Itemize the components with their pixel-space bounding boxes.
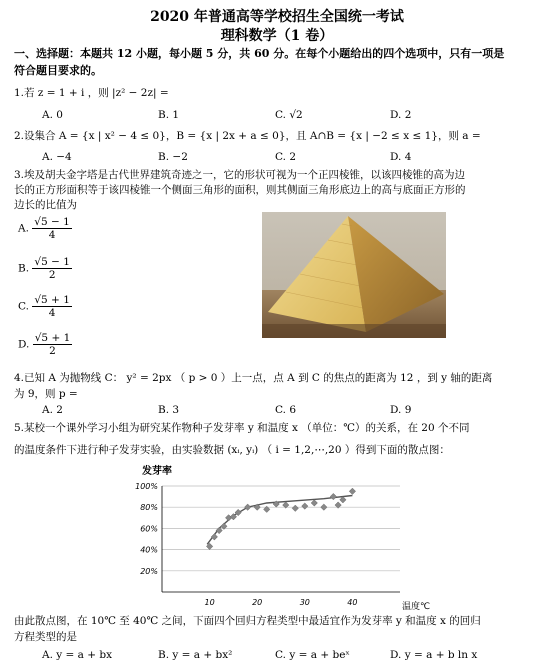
- q5-option-d: D. y = a + b ln x: [390, 649, 478, 661]
- option-label: B.: [18, 262, 30, 275]
- q4-option-d: D. 9: [390, 404, 412, 416]
- option-label: D.: [18, 338, 30, 351]
- exam-title: 2020 年普通高等学校招生全国统一考试: [150, 9, 404, 25]
- q5-option-c: C. y = a + beˣ: [275, 649, 350, 661]
- numerator: √5 + 1: [34, 294, 70, 306]
- q1-option-a: A. 0: [42, 109, 63, 121]
- data-point: [244, 504, 250, 510]
- x-tick-label: 10: [204, 598, 215, 607]
- y-axis-label: 发芽率: [142, 466, 172, 477]
- question-5-line3: 由此散点图，在 10℃ 至 40℃ 之间，下面四个回归方程类型中最适宜作为发芽率 y 和温度 x 的回归: [14, 615, 481, 627]
- numerator: √5 − 1: [34, 256, 70, 268]
- x-tick-label: 40: [347, 598, 358, 607]
- denominator: 4: [48, 307, 56, 319]
- data-point: [311, 500, 317, 506]
- q1-option-b: B. 1: [158, 109, 180, 121]
- data-point: [330, 493, 336, 499]
- data-point: [349, 488, 355, 494]
- q2-option-c: C. 2: [275, 151, 297, 163]
- q2-option-d: D. 4: [390, 151, 412, 163]
- question-5-line4: 方程类型的是: [14, 631, 77, 643]
- data-point: [292, 505, 298, 511]
- fraction: [32, 256, 72, 281]
- question-3-line2: 长的正方形面积等于该四棱锥一个侧面三角形的面积，则其侧面三角形底边上的高与底面正方形的: [14, 184, 466, 196]
- x-tick-label: 20: [252, 598, 263, 607]
- data-point: [340, 497, 346, 503]
- data-point: [302, 503, 308, 509]
- fraction: [32, 216, 72, 241]
- q1-option-d: D. 2: [390, 109, 412, 121]
- q2-option-a: A. −4: [42, 151, 72, 163]
- q3-option-b: [18, 256, 72, 281]
- fraction: [32, 294, 72, 319]
- fraction: [33, 332, 73, 357]
- section-heading: 一、选择题：本题共 12 小题，每小题 5 分，共 60 分。在每个小题给出的四个选项中，只有一项是: [14, 47, 505, 60]
- q4-option-a: A. 2: [42, 404, 63, 416]
- section-heading-cont: 符合题目要求的。: [14, 64, 102, 77]
- question-4-line2: 为 9，则 p =: [14, 388, 78, 400]
- question-5-line2: 的温度条件下进行种子发芽实验，由实验数据 (xᵢ, yᵢ) （ i = 1,2,⋯,20 ）得到下面的散点图：: [14, 444, 450, 456]
- numerator: √5 − 1: [34, 216, 70, 228]
- scatter-chart: [120, 462, 430, 610]
- pyramid-photo: [262, 212, 446, 338]
- q1-option-c: C. √2: [275, 109, 303, 121]
- data-point: [225, 515, 231, 521]
- q4-option-b: B. 3: [158, 404, 180, 416]
- data-point: [211, 534, 217, 540]
- x-axis-label: 温度℃: [402, 602, 430, 610]
- q2-option-b: B. −2: [158, 151, 188, 163]
- data-point: [321, 504, 327, 510]
- question-1: 1.若 z = 1 + i ，则 |z² − 2z| =: [14, 87, 169, 99]
- numerator: √5 + 1: [34, 332, 71, 344]
- denominator: 2: [48, 269, 56, 281]
- q5-option-a: A. y = a + bx: [42, 649, 113, 661]
- question-4-line1: 4.已知 A 为抛物线 C： y² = 2px （ p > 0 ）上一点，点 A 到 C 的焦点的距离为 12 ，到 y 轴的距离: [14, 372, 493, 384]
- option-label: A.: [18, 222, 29, 235]
- denominator: 2: [49, 345, 56, 357]
- x-tick-label: 30: [299, 598, 310, 607]
- question-2: 2.设集合 A = {x | x² − 4 ≤ 0}，B = {x | 2x + a ≤ 0}，且 A∩B = {x | −2 ≤ x ≤ 1}，则 a =: [14, 130, 481, 142]
- q3-option-d: [18, 332, 72, 357]
- denominator: 4: [48, 229, 56, 241]
- q3-option-a: [18, 216, 72, 241]
- y-tick-label: 60%: [140, 524, 158, 534]
- q5-option-b: B. y = a + bx²: [158, 649, 233, 661]
- question-5-line1: 5.某校一个课外学习小组为研究某作物种子发芽率 y 和温度 x （单位：℃）的关系，在 20 个不同: [14, 422, 470, 434]
- exam-subtitle: 理科数学（1 卷）: [220, 28, 334, 44]
- q3-option-c: [18, 294, 72, 319]
- question-3-line3: 边长的比值为: [14, 199, 77, 211]
- y-tick-label: 100%: [135, 482, 158, 491]
- option-label: C.: [18, 300, 29, 313]
- y-tick-label: 20%: [140, 566, 158, 576]
- q4-option-c: C. 6: [275, 404, 297, 416]
- y-tick-label: 80%: [140, 503, 158, 513]
- y-tick-label: 40%: [140, 545, 158, 555]
- question-3-line1: 3.埃及胡夫金字塔是古代世界建筑奇迹之一，它的形状可视为一个正四棱锥，以该四棱锥的高为边: [14, 169, 466, 181]
